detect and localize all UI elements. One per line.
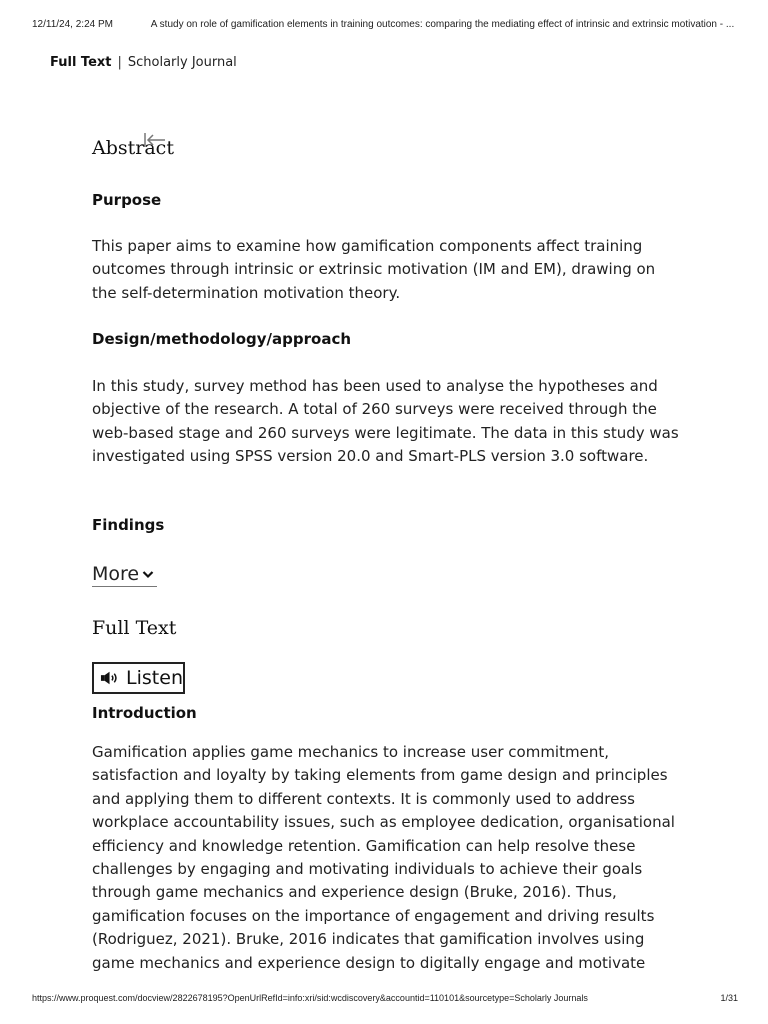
section-text-purpose: This paper aims to examine how gamification components affect training outcomes through intrinsic or extrinsic motivation (IM and EM), drawing on the self-determination motivation theory. bbox=[92, 237, 656, 302]
print-document-title: A study on role of gamification elements in training outcomes: comparing the mediating effect of intrinsic and extrinsic motivation - ... bbox=[150, 19, 735, 30]
abstract-heading: Abstract bbox=[92, 137, 174, 159]
listen-button[interactable] bbox=[92, 662, 185, 694]
arrow-left-bar-icon[interactable] bbox=[144, 132, 166, 148]
breadcrumb-full-text[interactable]: Full Text bbox=[50, 55, 112, 70]
more-button-label: More bbox=[92, 563, 140, 585]
chevron-down-icon bbox=[142, 570, 154, 579]
full-text-heading: Full Text bbox=[92, 617, 177, 639]
section-heading-design: Design/methodology/approach bbox=[92, 330, 352, 348]
speaker-icon bbox=[100, 670, 119, 686]
breadcrumb-separator: | bbox=[117, 55, 122, 70]
section-text-design: In this study, survey method has been used to analyse the hypotheses and objective of the research. A total of 260 surveys were received through the web-based stage and 260 surveys were legitimate. The data in this study was investigated using SPSS version 20.0 and Smart-PLS version 3.0 software. bbox=[92, 377, 679, 466]
section-heading-introduction: Introduction bbox=[92, 704, 197, 722]
more-button[interactable] bbox=[92, 562, 157, 587]
listen-button-label: Listen bbox=[126, 667, 183, 689]
print-header bbox=[32, 19, 742, 30]
section-heading-findings: Findings bbox=[92, 516, 165, 534]
breadcrumb bbox=[50, 55, 237, 70]
print-url: https://www.proquest.com/docview/2822678195?OpenUrlRefId=info:xri/sid:wcdiscovery&accountid=110101&sourcetype=Scholarly Journals bbox=[32, 993, 588, 1003]
print-datetime: 12/11/24, 2:24 PM bbox=[32, 19, 113, 30]
print-footer bbox=[32, 993, 738, 1003]
print-page-number: 1/31 bbox=[720, 993, 738, 1003]
section-heading-purpose: Purpose bbox=[92, 191, 162, 209]
section-text-introduction: Gamification applies game mechanics to increase user commitment, satisfaction and loyalty by taking elements from game design and principles and applying them to different contexts. It is commonly used to address workplace accountability issues, such as employee dedication, organisational efficiency and knowledge retention. Gamification can help resolve these challenges by engaging and motivating individuals to achieve their goals through game mechanics and experience design (Bruke, 2016). Thus, gamification focuses on the importance of engagement and driving results (Rodriguez, 2021). Bruke, 2016 indicates that gamification involves using game mechanics and experience design to digitally engage and motivate bbox=[92, 743, 675, 972]
breadcrumb-source-type: Scholarly Journal bbox=[127, 55, 237, 70]
